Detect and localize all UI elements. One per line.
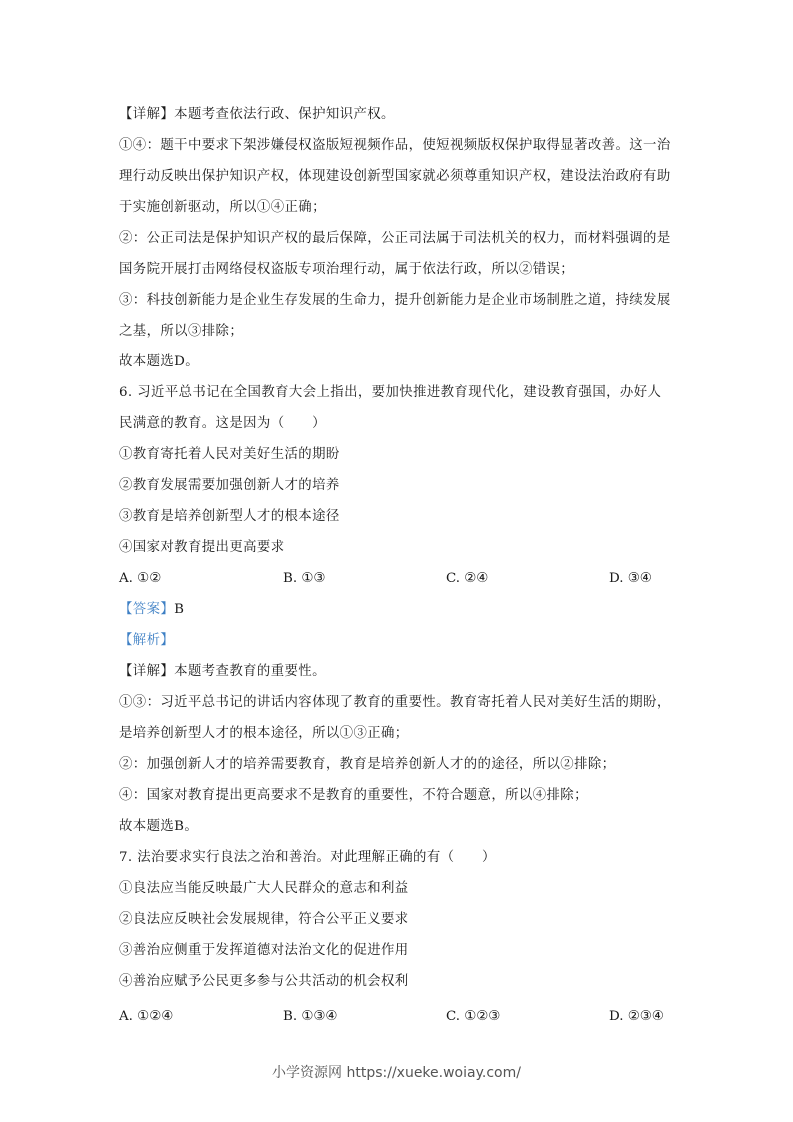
prev-line-6: ③：科技创新能力是企业生存发展的生命力，提升创新能力是企业市场制胜之道，持续发展 xyxy=(119,293,671,308)
q6-option-c: C. ②④ xyxy=(446,571,489,586)
prev-line-3: 于实施创新驱动，所以①④正确； xyxy=(119,200,326,215)
q6-option-b: B. ①③ xyxy=(283,571,326,586)
detail-label: 【详解】 xyxy=(119,107,175,122)
q6-statement-4: ④国家对教育提出更高要求 xyxy=(119,540,285,555)
q7-statement-3: ③善治应侧重于发挥道德对法治文化的促进作用 xyxy=(119,943,409,958)
q6-detail-heading xyxy=(119,664,326,680)
q7-statement-1: ①良法应当能反映最广大人民群众的意志和利益 xyxy=(119,881,409,896)
detail-label: 【详解】 xyxy=(119,664,175,679)
q6-answer xyxy=(119,602,184,618)
prev-line-4: ②：公正司法是保护知识产权的最后保障，公正司法属于司法机关的权力，而材料强调的是 xyxy=(119,231,671,246)
q6-detail-line-3: ②：加强创新人才的培养需要教育，教育是培养创新人才的的途径，所以②排除； xyxy=(119,757,616,772)
q6-detail-line-1: ①③：习近平总书记的讲话内容体现了教育的重要性。教育寄托着人民对美好生活的期盼， xyxy=(119,695,671,710)
q6-statement-3: ③教育是培养创新型人才的根本途径 xyxy=(119,509,340,524)
answer-value: B xyxy=(174,602,185,617)
q7-statement-4: ④善治应赋予公民更多参与公共活动的机会权利 xyxy=(119,974,409,989)
footer-watermark: 小学资源网 https://xueke.woiay.com/ xyxy=(272,1065,521,1081)
detail-text: 本题考查教育的重要性。 xyxy=(174,664,326,679)
q7-option-d: D. ②③④ xyxy=(609,1009,664,1024)
q6-option-a: A. ①② xyxy=(119,571,162,586)
detail-text: 本题考查依法行政、保护知识产权。 xyxy=(174,107,395,122)
prev-line-8: 故本题选D。 xyxy=(119,354,200,369)
q6-option-d: D. ③④ xyxy=(609,571,652,586)
q6-analysis-label: 【解析】 xyxy=(119,633,175,648)
q7-option-b: B. ①③④ xyxy=(283,1009,338,1024)
q7-option-c: C. ①②③ xyxy=(446,1009,501,1024)
prev-line-1: ①④：题干中要求下架涉嫌侵权盗版短视频作品，使短视频版权保护取得显著改善。这一治 xyxy=(119,138,671,153)
prev-line-7: 之基，所以③排除； xyxy=(119,324,244,339)
q7-statement-2: ②良法应反映社会发展规律，符合公平正义要求 xyxy=(119,912,409,927)
q6-detail-line-5: 故本题选B。 xyxy=(119,819,199,834)
q7-stem: 7. 法治要求实行良法之治和善治。对此理解正确的有（ ） xyxy=(119,850,496,865)
q6-stem-1: 6. 习近平总书记在全国教育大会上指出，要加快推进教育现代化，建设教育强国，办好人 xyxy=(119,385,662,400)
q6-detail-line-2: 是培养创新型人才的根本途径，所以①③正确； xyxy=(119,726,409,741)
q6-statement-1: ①教育寄托着人民对美好生活的期盼 xyxy=(119,447,340,462)
prev-line-2: 理行动反映出保护知识产权，体现建设创新型国家就必须尊重知识产权，建设法治政府有助 xyxy=(119,169,671,184)
q6-stem-2: 民满意的教育。这是因为（ ） xyxy=(119,416,326,431)
q7-option-a: A. ①②④ xyxy=(119,1009,174,1024)
prev-detail-heading xyxy=(119,107,395,123)
q6-detail-line-4: ④：国家对教育提出更高要求不是教育的重要性，不符合题意，所以④排除； xyxy=(119,788,588,803)
prev-line-5: 国务院开展打击网络侵权盗版专项治理行动，属于依法行政，所以②错误； xyxy=(119,262,575,277)
answer-label: 【答案】 xyxy=(119,602,175,617)
q6-statement-2: ②教育发展需要加强创新人才的培养 xyxy=(119,478,340,493)
